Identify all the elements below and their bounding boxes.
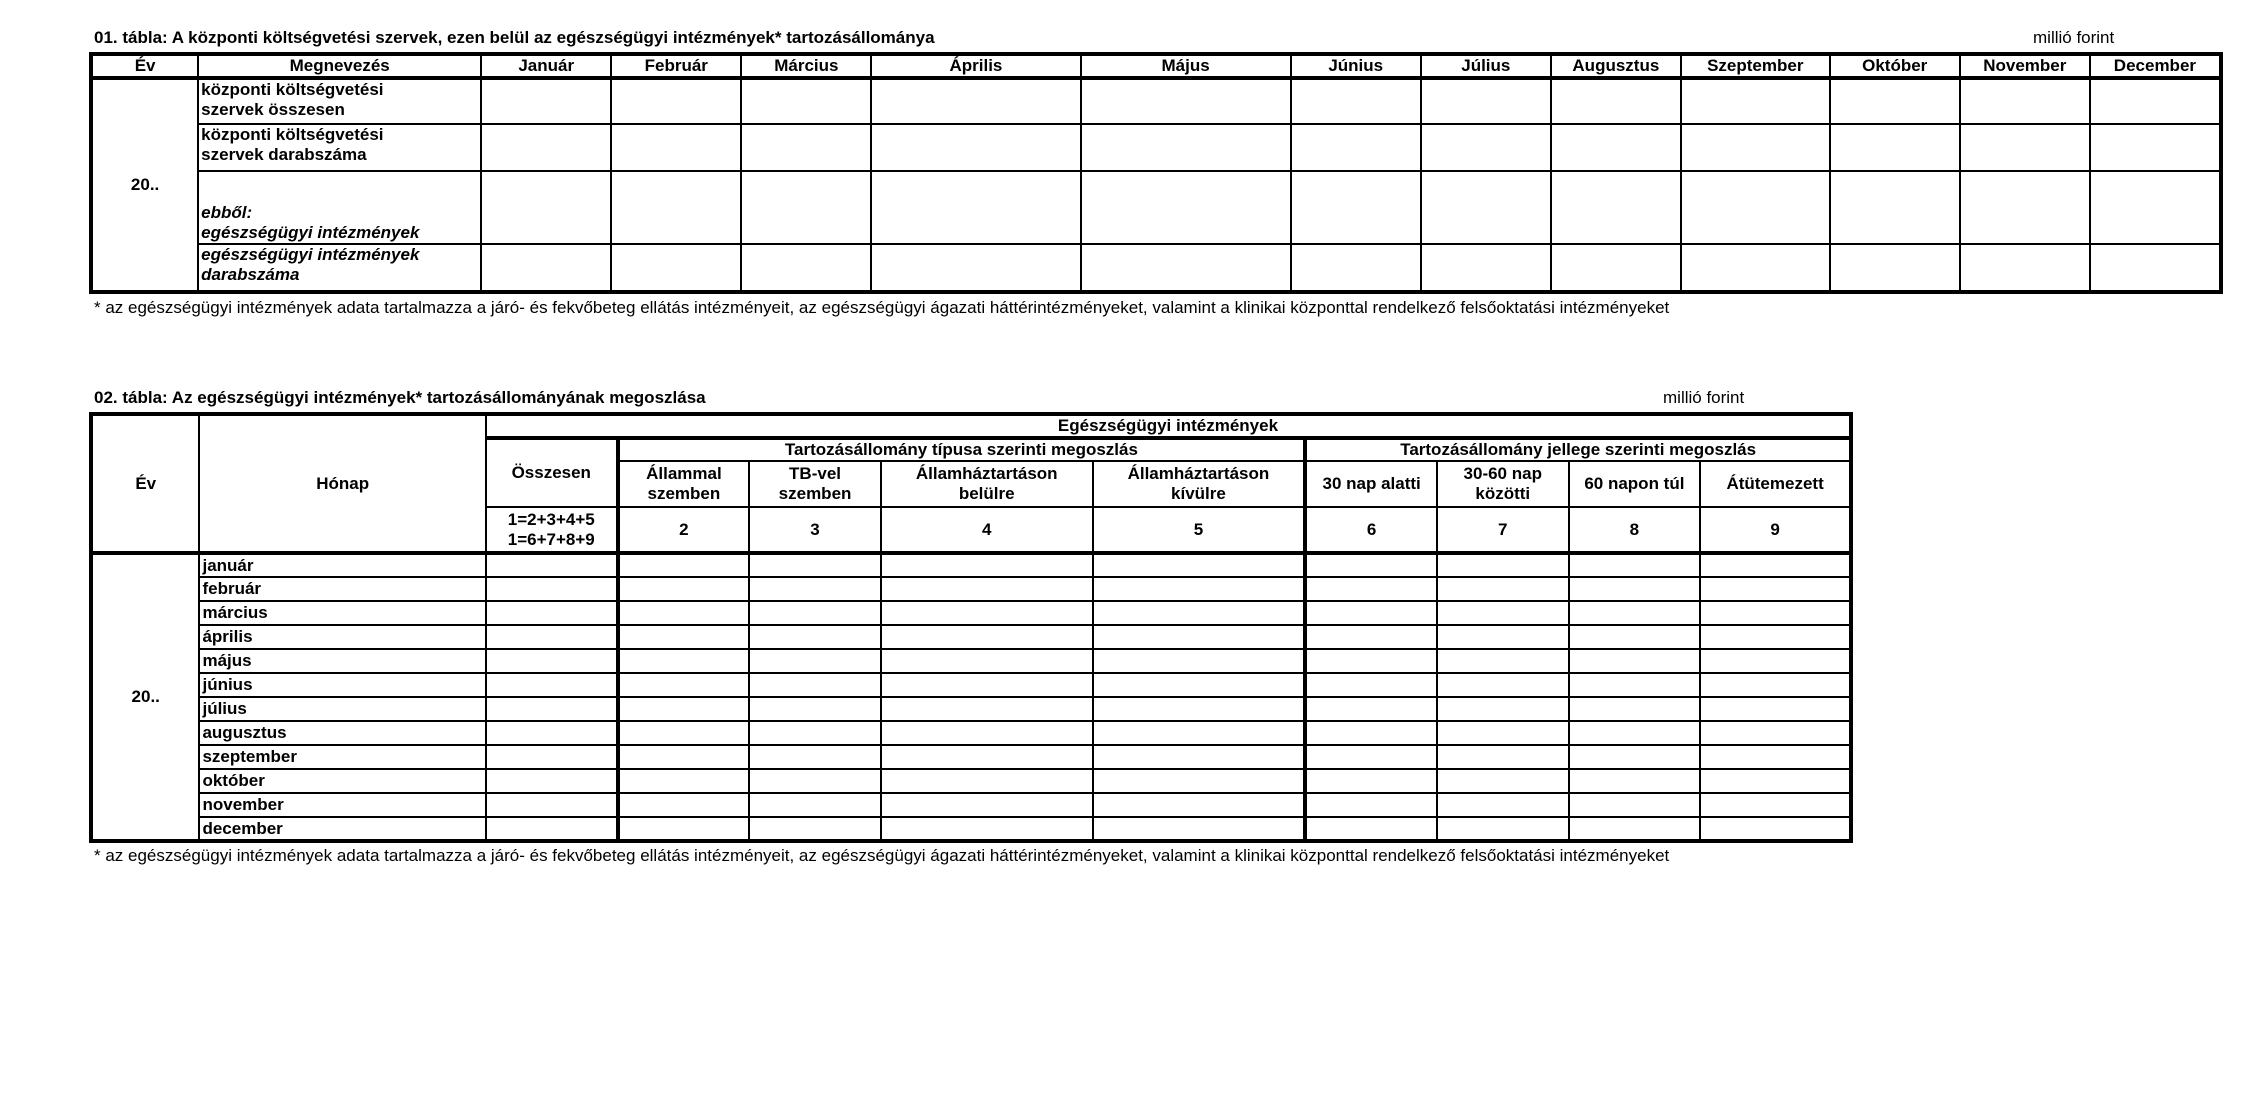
data-cell[interactable] [481,171,611,244]
data-cell[interactable] [1700,601,1851,625]
data-cell[interactable] [871,244,1080,292]
table2-month-label: szeptember [199,745,485,769]
data-cell[interactable] [1093,601,1306,625]
data-cell[interactable] [1569,673,1701,697]
data-cell[interactable] [1081,78,1291,124]
data-cell[interactable] [1569,577,1701,601]
col-header-line2: belülre [958,484,1015,503]
table2-group-main: Egészségügyi intézmények [486,414,1851,438]
table2-month-row [91,697,1851,721]
data-cell[interactable] [1700,745,1851,769]
data-cell[interactable] [2090,244,2221,292]
data-cell[interactable] [618,793,750,817]
data-cell[interactable] [618,721,750,745]
data-cell[interactable] [618,625,750,649]
data-cell[interactable] [1305,601,1437,625]
row-label-line2: szervek összesen [201,100,345,119]
data-cell[interactable] [741,124,871,171]
formula-line2: 1=6+7+8+9 [507,529,595,549]
table2-month-row [91,553,1851,577]
data-cell[interactable] [486,793,618,817]
data-cell[interactable] [486,625,618,649]
data-cell[interactable] [486,745,618,769]
data-cell[interactable] [749,697,881,721]
data-cell[interactable] [1551,78,1681,124]
data-cell[interactable] [749,745,881,769]
data-cell[interactable] [618,553,750,577]
table1-unit: millió forint [2033,28,2115,47]
data-cell[interactable] [881,625,1093,649]
data-cell[interactable] [481,244,611,292]
col-header-line1: 30-60 nap [1463,464,1542,483]
table1-header-month: Február [611,54,741,78]
table2-year: 20.. [91,553,199,841]
table2-month-label: február [199,577,485,601]
table2-col-number: 9 [1700,507,1851,553]
table1-title: 01. tábla: A központi költségvetési szervek, ezen belül az egészségügyi intézmények* tartozásállománya [94,28,935,47]
data-cell[interactable] [1305,577,1437,601]
row-label-line2: szervek darabszáma [201,145,367,164]
table1-row-label [198,78,481,124]
table2-month-row [91,721,1851,745]
table2-col-header: Átütemezett [1700,461,1851,507]
data-cell[interactable] [1305,769,1437,793]
data-cell[interactable] [1093,577,1306,601]
row-label-line2: darabszáma [201,265,300,284]
row-label-line1: ebből: [201,203,253,222]
data-cell[interactable] [486,601,618,625]
table1-row-label [198,124,481,171]
data-cell[interactable] [1569,697,1701,721]
data-cell[interactable] [1437,721,1569,745]
col-header-line1: Állammal [646,464,722,483]
data-cell[interactable] [1569,553,1701,577]
data-cell[interactable] [1093,769,1306,793]
data-cell[interactable] [749,673,881,697]
table2-col-number: 5 [1093,507,1306,553]
col-header-line2: kívülre [1171,484,1226,503]
table1-header-month: Szeptember [1681,54,1830,78]
data-cell[interactable] [1569,817,1701,841]
data-cell[interactable] [881,745,1093,769]
table2-footnote: * az egészségügyi intézmények adata tartalmazza a járó- és fekvőbeteg ellátás intézményeit, az egészségügyi ágazati háttérintézményeket, valamint a klinikai központtal rendelkező felsőoktatási intézményeket [94,846,1670,865]
data-cell[interactable] [1700,697,1851,721]
data-cell[interactable] [749,601,881,625]
data-cell[interactable] [1830,244,1960,292]
table1-row [91,171,2221,244]
data-cell[interactable] [871,124,1080,171]
data-cell[interactable] [881,721,1093,745]
data-cell[interactable] [1081,244,1291,292]
table2-col-number: 6 [1305,507,1437,553]
data-cell[interactable] [1305,817,1437,841]
table2-month-row [91,745,1851,769]
table1-header-month: Augusztus [1551,54,1681,78]
data-cell[interactable] [881,697,1093,721]
table2-month-row [91,673,1851,697]
data-cell[interactable] [618,697,750,721]
data-cell[interactable] [486,721,618,745]
data-cell[interactable] [881,553,1093,577]
data-cell[interactable] [749,625,881,649]
data-cell[interactable] [486,649,618,673]
data-cell[interactable] [1093,793,1306,817]
data-cell[interactable] [486,553,618,577]
data-cell[interactable] [749,553,881,577]
data-cell[interactable] [1291,244,1421,292]
data-cell[interactable] [1421,244,1551,292]
table1-row [91,78,2221,124]
table2-month-label: április [199,625,485,649]
table2-month-label: január [199,553,485,577]
data-cell[interactable] [1093,553,1306,577]
data-cell[interactable] [1569,601,1701,625]
data-cell[interactable] [1093,673,1306,697]
table2-month-row [91,769,1851,793]
data-cell[interactable] [1569,793,1701,817]
data-cell[interactable] [481,124,611,171]
table2-col-number: 4 [881,507,1093,553]
row-label-line1: központi költségvetési [201,80,384,99]
data-cell[interactable] [1093,625,1306,649]
data-cell[interactable] [1681,171,1830,244]
data-cell[interactable] [1700,577,1851,601]
table1-header-month: Július [1421,54,1551,78]
table2-month-row [91,649,1851,673]
table1-header-month: December [2090,54,2221,78]
data-cell[interactable] [1960,171,2090,244]
data-cell[interactable] [1681,244,1830,292]
data-cell[interactable] [881,769,1093,793]
data-cell[interactable] [1291,78,1421,124]
table1-header-month: November [1960,54,2090,78]
table1-header-month: Március [741,54,871,78]
data-cell[interactable] [741,78,871,124]
data-cell[interactable] [1305,721,1437,745]
data-cell[interactable] [1830,171,1960,244]
data-cell[interactable] [741,171,871,244]
table2-col-header: 30 nap alatti [1305,461,1437,507]
data-cell[interactable] [1700,793,1851,817]
table2-col-number: 3 [749,507,881,553]
data-cell[interactable] [481,78,611,124]
data-cell[interactable] [618,745,750,769]
table1-header-month: Január [481,54,611,78]
table2-month-row [91,577,1851,601]
data-cell[interactable] [1681,124,1830,171]
table1-year: 20.. [91,78,198,292]
data-cell[interactable] [1305,649,1437,673]
data-cell[interactable] [1305,745,1437,769]
table2-header-honap: Hónap [199,414,485,553]
data-cell[interactable] [1081,124,1291,171]
data-cell[interactable] [2090,124,2221,171]
data-cell[interactable] [1437,817,1569,841]
data-cell[interactable] [749,649,881,673]
col-header-line1: Államháztartáson [1127,464,1270,483]
data-cell[interactable] [1569,721,1701,745]
data-cell[interactable] [749,817,881,841]
data-cell[interactable] [611,171,741,244]
data-cell[interactable] [618,649,750,673]
data-cell[interactable] [486,577,618,601]
table1-row [91,124,2221,171]
data-cell[interactable] [1700,673,1851,697]
data-cell[interactable] [1305,625,1437,649]
data-cell[interactable] [1437,553,1569,577]
table2-col-header [749,461,881,507]
table2-month-label: augusztus [199,721,485,745]
data-cell[interactable] [618,769,750,793]
table2-header-ev: Év [91,414,199,553]
data-cell[interactable] [1437,793,1569,817]
table2-body [91,553,1851,841]
table2-col-number: 8 [1569,507,1701,553]
data-cell[interactable] [1551,244,1681,292]
table2-col-header [1437,461,1569,507]
table1-header-month: Október [1830,54,1960,78]
data-cell[interactable] [1830,78,1960,124]
data-cell[interactable] [1421,171,1551,244]
table2-month-label: március [199,601,485,625]
table2-month-row [91,625,1851,649]
data-cell[interactable] [618,673,750,697]
table1-row-label [198,171,481,244]
col-header-line2: közötti [1475,484,1531,503]
data-cell[interactable] [871,78,1080,124]
data-cell[interactable] [1569,769,1701,793]
data-cell[interactable] [1551,124,1681,171]
data-cell[interactable] [486,817,618,841]
data-cell[interactable] [618,577,750,601]
table1-header-row [91,54,2221,78]
data-cell[interactable] [1551,171,1681,244]
data-cell[interactable] [2090,78,2221,124]
data-cell[interactable] [1700,649,1851,673]
col-header-line2: szemben [647,484,721,503]
data-cell[interactable] [1700,553,1851,577]
table1-header-month: Június [1291,54,1421,78]
col-header-line1: TB-vel [789,464,842,483]
data-cell[interactable] [1437,649,1569,673]
table2-col-number: 7 [1437,507,1569,553]
data-cell[interactable] [1437,745,1569,769]
data-cell[interactable] [1291,124,1421,171]
table1 [89,52,2223,294]
data-cell[interactable] [1305,697,1437,721]
table2-unit: millió forint [1663,388,1745,407]
data-cell[interactable] [1960,124,2090,171]
data-cell[interactable] [486,697,618,721]
data-cell[interactable] [881,649,1093,673]
data-cell[interactable] [486,769,618,793]
data-cell[interactable] [1437,673,1569,697]
data-cell[interactable] [1437,577,1569,601]
data-cell[interactable] [1093,817,1306,841]
data-cell[interactable] [2090,171,2221,244]
table2-month-row [91,601,1851,625]
data-cell[interactable] [881,817,1093,841]
table2-col-header: 60 napon túl [1569,461,1701,507]
data-cell[interactable] [618,817,750,841]
data-cell[interactable] [1093,745,1306,769]
data-cell[interactable] [749,721,881,745]
table1-header-month: Május [1081,54,1291,78]
formula-line1: 1=2+3+4+5 [507,509,595,529]
data-cell[interactable] [1305,553,1437,577]
data-cell[interactable] [749,793,881,817]
table1-header-month: Április [871,54,1080,78]
table1-header-megnevezes: Megnevezés [198,54,481,78]
data-cell[interactable] [871,171,1080,244]
table2-col-header [881,461,1093,507]
data-cell[interactable] [1569,649,1701,673]
table2-title: 02. tábla: Az egészségügyi intézmények* tartozásállományának megoszlása [94,388,706,407]
table1-row-label [198,244,481,292]
data-cell[interactable] [741,244,871,292]
table2-col-header [618,461,750,507]
data-cell[interactable] [1305,673,1437,697]
data-cell[interactable] [1421,124,1551,171]
row-label-line1: egészségügyi intézmények [201,245,420,264]
table2-month-label: december [199,817,485,841]
table2-month-row [91,793,1851,817]
data-cell[interactable] [1569,745,1701,769]
table1-header-ev: Év [91,54,198,78]
data-cell[interactable] [1569,625,1701,649]
data-cell[interactable] [1437,697,1569,721]
row-label-line2: egészségügyi intézmények [201,223,420,242]
data-cell[interactable] [611,244,741,292]
table2-month-label: november [199,793,485,817]
data-cell[interactable] [1291,171,1421,244]
data-cell[interactable] [881,673,1093,697]
data-cell[interactable] [881,793,1093,817]
data-cell[interactable] [1681,78,1830,124]
data-cell[interactable] [1830,124,1960,171]
data-cell[interactable] [618,601,750,625]
table2-month-label: június [199,673,485,697]
table2-month-label: július [199,697,485,721]
data-cell[interactable] [1437,601,1569,625]
data-cell[interactable] [1081,171,1291,244]
data-cell[interactable] [1960,244,2090,292]
table2-header-row [91,414,1851,438]
data-cell[interactable] [486,673,618,697]
data-cell[interactable] [1700,625,1851,649]
table2 [89,412,1853,843]
data-cell[interactable] [1437,625,1569,649]
data-cell[interactable] [611,124,741,171]
data-cell[interactable] [611,78,741,124]
table2-month-row [91,817,1851,841]
col-header-line2: szemben [778,484,852,503]
data-cell[interactable] [1960,78,2090,124]
table2-header-total: Összesen [486,438,618,507]
col-header-line1: Államháztartáson [915,464,1058,483]
table2-formula [486,507,618,553]
data-cell[interactable] [749,577,881,601]
data-cell[interactable] [1700,769,1851,793]
table2-group-nature: Tartozásállomány jellege szerinti megoszlás [1305,438,1851,461]
data-cell[interactable] [1093,649,1306,673]
table2-month-label: október [199,769,485,793]
data-cell[interactable] [1093,721,1306,745]
data-cell[interactable] [1700,817,1851,841]
table1-row [91,244,2221,292]
data-cell[interactable] [881,601,1093,625]
data-cell[interactable] [881,577,1093,601]
row-label-line1: központi költségvetési [201,125,384,144]
table2-group-type: Tartozásállomány típusa szerinti megoszlás [618,438,1306,461]
data-cell[interactable] [1437,769,1569,793]
data-cell[interactable] [1421,78,1551,124]
table2-col-number: 2 [618,507,750,553]
data-cell[interactable] [749,769,881,793]
data-cell[interactable] [1305,793,1437,817]
table2-col-header [1093,461,1306,507]
data-cell[interactable] [1093,697,1306,721]
table1-footnote: * az egészségügyi intézmények adata tartalmazza a járó- és fekvőbeteg ellátás intézményeit, az egészségügyi ágazati háttérintézményeket, valamint a klinikai központtal rendelkező felsőoktatási intézményeket [94,298,1670,317]
data-cell[interactable] [1700,721,1851,745]
table2-month-label: május [199,649,485,673]
